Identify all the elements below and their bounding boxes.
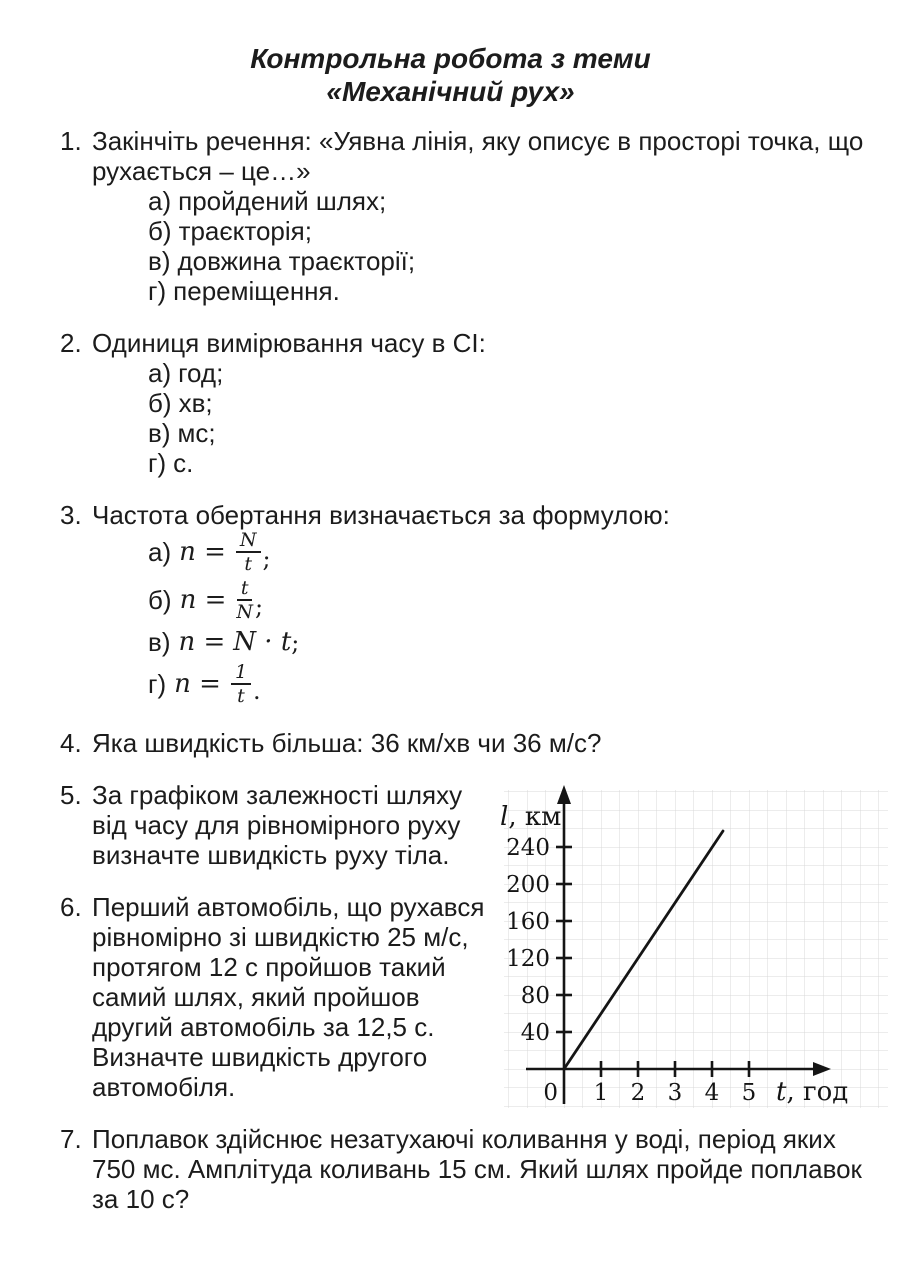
option-text: траєкторія; — [178, 216, 312, 246]
chart-grid — [504, 790, 888, 1108]
x-tick-label: 5 — [741, 1080, 757, 1106]
option-text: с. — [173, 448, 194, 478]
option-label: б) — [148, 388, 172, 418]
fraction-denominator: t — [244, 553, 253, 575]
document-title — [0, 0, 901, 108]
question-number: 4. — [60, 728, 82, 758]
option-g — [92, 448, 901, 478]
y-tick-label: 240 — [506, 835, 550, 861]
question-7 — [0, 1124, 901, 1214]
y-tick-label: 40 — [520, 1020, 550, 1046]
y-tick-label: 200 — [506, 872, 550, 898]
distance-time-chart — [492, 778, 898, 1113]
option-label: г) — [148, 448, 167, 478]
options — [92, 186, 901, 306]
formula-expression: N · t — [233, 627, 292, 657]
question-number: 5. — [60, 780, 82, 810]
option-b — [92, 216, 901, 246]
question-number: 3. — [60, 500, 82, 530]
formula-punctuation: ; — [291, 629, 300, 657]
x-axis-label: t, год — [776, 1077, 849, 1107]
question-text: Яка швидкість більша: 36 км/хв чи 36 м/с? — [92, 728, 602, 758]
question-number: 2. — [60, 328, 82, 358]
option-label: а) — [148, 186, 172, 216]
option-text: пройдений шлях; — [178, 186, 387, 216]
title-line-1: Контрольна робота з теми — [250, 43, 651, 74]
fraction — [236, 578, 253, 622]
formula-g — [92, 662, 901, 706]
option-a — [92, 186, 901, 216]
option-label: в) — [148, 246, 171, 276]
question-text: Поплавок здійснює незатухаючі коливання у воді, період яких 750 мс. Амплітуда коливань 15 см. Який шлях пройде поплавок за 10 с? — [92, 1124, 862, 1214]
y-axis-label: l, км — [500, 802, 562, 832]
option-label: в) — [148, 627, 171, 657]
option-label: г) — [148, 669, 167, 699]
formula-punctuation: . — [253, 677, 261, 705]
formula-b — [92, 578, 901, 622]
option-text: переміщення. — [173, 276, 340, 306]
option-label: б) — [148, 216, 172, 246]
formula-lhs: n = — [174, 669, 221, 699]
formula-a — [92, 530, 901, 574]
x-tick-label: 2 — [630, 1080, 646, 1106]
fraction-denominator: N — [236, 601, 253, 623]
origin-label: 0 — [543, 1080, 558, 1106]
question-text: Перший автомобіль, що рухався рівномірно зі швидкістю 25 м/с, протягом 12 с пройшов такий самий шлях, який пройшов другий автомобіль за 12,5 с. Визначте швидкість другого автомобіля. — [92, 892, 485, 1102]
option-v — [92, 246, 901, 276]
option-g — [92, 276, 901, 306]
formula-lhs: n = — [179, 537, 226, 567]
x-tick-label: 3 — [667, 1080, 683, 1106]
question-text: Одиниця вимірювання часу в СІ: — [92, 328, 486, 358]
option-label: а) — [148, 358, 172, 388]
option-b — [92, 388, 901, 418]
option-text: довжина траєкторії; — [177, 246, 416, 276]
option-label: в) — [148, 418, 171, 448]
y-tick-label: 80 — [520, 983, 550, 1009]
formula-options — [92, 530, 901, 706]
option-v — [92, 418, 901, 448]
formula-v — [92, 626, 901, 658]
question-text: Частота обертання визначається за формулою: — [92, 500, 670, 530]
question-text: Закінчіть речення: «Уявна лінія, яку описує в просторі точка, що рухається – це…» — [92, 126, 864, 186]
option-text: год; — [178, 358, 224, 388]
option-label: б) — [148, 585, 172, 615]
question-number: 7. — [60, 1124, 82, 1154]
fraction — [231, 662, 251, 706]
option-text: мс; — [177, 418, 216, 448]
fraction-numerator: t — [237, 578, 253, 601]
question-3 — [0, 500, 901, 706]
fraction-numerator: N — [236, 530, 261, 553]
question-number: 1. — [60, 126, 82, 156]
option-label: а) — [148, 537, 172, 567]
formula-punctuation: ; — [254, 593, 264, 621]
question-1 — [0, 126, 901, 306]
formula-lhs: n = — [179, 585, 227, 615]
question-4 — [0, 728, 901, 758]
fraction-numerator: 1 — [231, 662, 251, 685]
x-tick-label: 1 — [593, 1080, 609, 1106]
option-text: хв; — [178, 388, 213, 418]
y-tick-label: 160 — [506, 909, 550, 935]
formula-punctuation: ; — [262, 545, 271, 573]
x-tick-label: 4 — [704, 1080, 720, 1106]
options — [92, 358, 901, 478]
y-tick-label: 120 — [506, 946, 550, 972]
fraction-denominator: t — [237, 685, 245, 707]
chart-svg — [492, 778, 898, 1113]
title-line-2: «Механічний рух» — [326, 76, 575, 107]
question-number: 6. — [60, 892, 82, 922]
option-a — [92, 358, 901, 388]
formula-lhs: n = — [178, 627, 226, 657]
fraction — [236, 530, 261, 574]
question-text: За графіком залежності шляху від часу для рівномірного руху визначте швидкість руху тіла. — [92, 780, 463, 870]
option-label: г) — [148, 276, 167, 306]
question-2 — [0, 328, 901, 478]
